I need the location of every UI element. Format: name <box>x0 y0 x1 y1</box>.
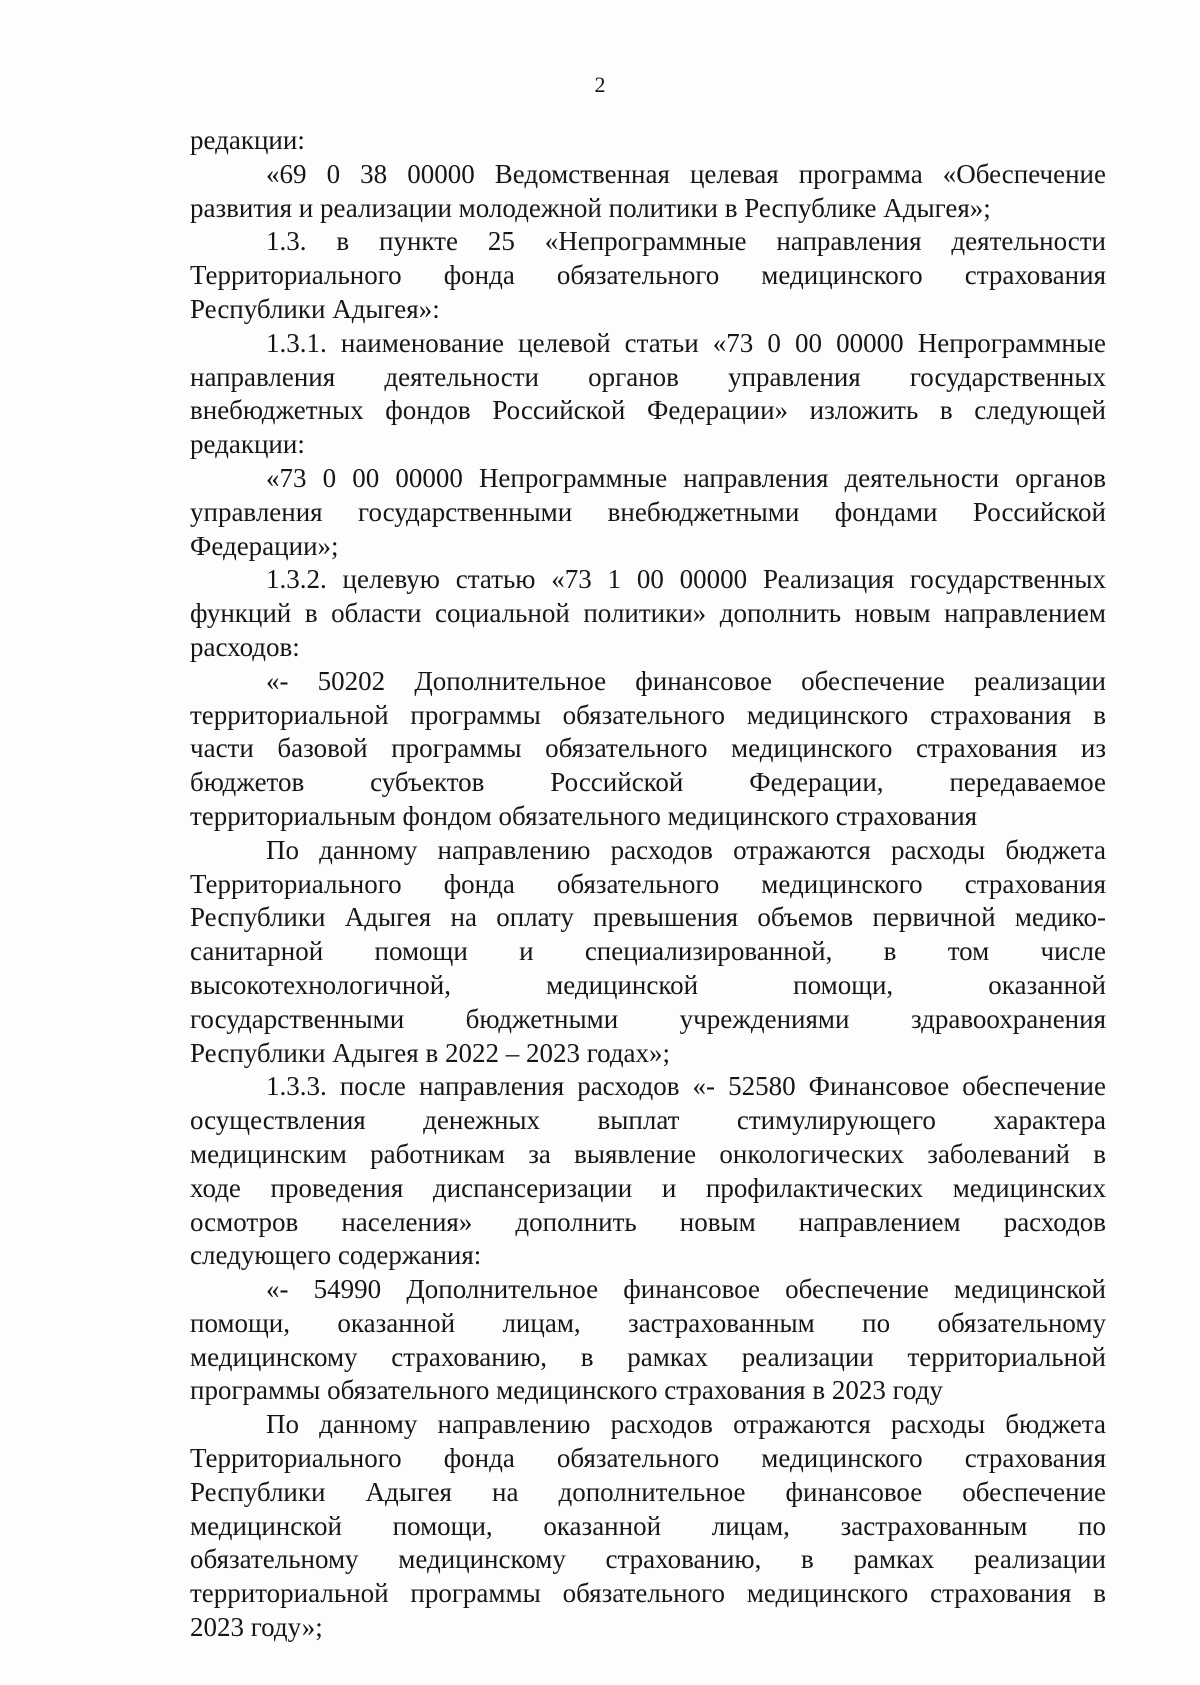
text-line: редакции: <box>190 125 305 155</box>
text-line: внебюджетных фондов Российской Федерации» изложить в следующей <box>190 395 1106 426</box>
text-line: Территориального фонда обязательного медицинского страхования <box>190 260 1106 291</box>
text-line: санитарной помощи и специализированной, в том числе <box>190 936 1106 967</box>
text-line: территориальной программы обязательного медицинского страхования в <box>190 1578 1106 1609</box>
text-line: медицинскому страхованию, в рамках реализации территориальной <box>190 1341 1106 1372</box>
text-line: 1.3.3. после направления расходов «- 52580 Финансовое обеспечение <box>266 1071 1106 1102</box>
text-line: Территориального фонда обязательного медицинского страхования <box>190 1443 1106 1474</box>
text-line: программы обязательного медицинского страхования в 2023 году <box>190 1375 943 1406</box>
text-line: «- 54990 Дополнительное финансовое обеспечение медицинской <box>266 1274 1106 1305</box>
text-line: 1.3.1. наименование целевой статьи «73 0 00 00000 Непрограммные <box>266 327 1106 358</box>
text-line: части базовой программы обязательного медицинского страхования из <box>190 733 1106 764</box>
text-line: функций в области социальной политики» дополнить новым направлением <box>190 598 1106 629</box>
text-line: высокотехнологичной, медицинской помощи, оказанной <box>190 969 1106 1000</box>
text-line: Республики Адыгея на оплату превышения объемов первичной медико- <box>190 902 1106 933</box>
text-line: территориальной программы обязательного медицинского страхования в <box>190 699 1106 730</box>
text-line: По данному направлению расходов отражаются расходы бюджета <box>266 834 1106 865</box>
text-line: Республики Адыгея на дополнительное финансовое обеспечение <box>190 1476 1106 1507</box>
text-line: осуществления денежных выплат стимулирующего характера <box>190 1105 1106 1136</box>
text-line: медицинской помощи, оказанной лицам, застрахованным по <box>190 1510 1106 1541</box>
text-line: ходе проведения диспансеризации и профилактических медицинских <box>190 1172 1106 1203</box>
text-line: «73 0 00 00000 Непрограммные направления деятельности органов <box>266 462 1106 493</box>
text-line: «69 0 38 00000 Ведомственная целевая программа «Обеспечение <box>266 158 1106 189</box>
text-line: следующего содержания: <box>190 1240 482 1271</box>
text-line: обязательному медицинскому страхованию, в рамках реализации <box>190 1544 1106 1575</box>
text-line: территориальным фондом обязательного медицинского страхования <box>190 800 978 831</box>
text-line: управления государственными внебюджетными фондами Российской <box>190 496 1106 527</box>
text-line: редакции: <box>190 429 305 460</box>
text-line: государственными бюджетными учреждениями здравоохранения <box>190 1003 1106 1034</box>
text-line: медицинским работникам за выявление онкологических заболеваний в <box>190 1138 1106 1169</box>
text-line: расходов: <box>190 631 300 662</box>
text-line: Федерации»; <box>190 530 339 561</box>
page-number: 2 <box>594 72 606 97</box>
text-line: осмотров населения» дополнить новым направлением расходов <box>190 1206 1106 1237</box>
text-line: Территориального фонда обязательного медицинского страхования <box>190 868 1106 899</box>
text-line: «- 50202 Дополнительное финансовое обеспечение реализации <box>266 665 1106 696</box>
text-line: По данному направлению расходов отражаются расходы бюджета <box>266 1409 1106 1440</box>
text-line: 2023 году»; <box>190 1612 323 1643</box>
text-line: Республики Адыгея в 2022 – 2023 годах»; <box>190 1037 671 1068</box>
text-line: помощи, оказанной лицам, застрахованным по обязательному <box>190 1307 1106 1338</box>
body-text <box>190 124 1106 1645</box>
text-line: Республики Адыгея»: <box>190 293 440 324</box>
text-line: 1.3. в пункте 25 «Непрограммные направления деятельности <box>266 226 1106 257</box>
text-line: бюджетов субъектов Российской Федерации, передаваемое <box>190 767 1106 798</box>
text-line: развития и реализации молодежной политики в Республике Адыгея»; <box>190 192 991 223</box>
text-line: направления деятельности органов управления государственных <box>190 361 1106 392</box>
text-line: 1.3.2. целевую статью «73 1 00 00000 Реализация государственных <box>266 564 1106 595</box>
